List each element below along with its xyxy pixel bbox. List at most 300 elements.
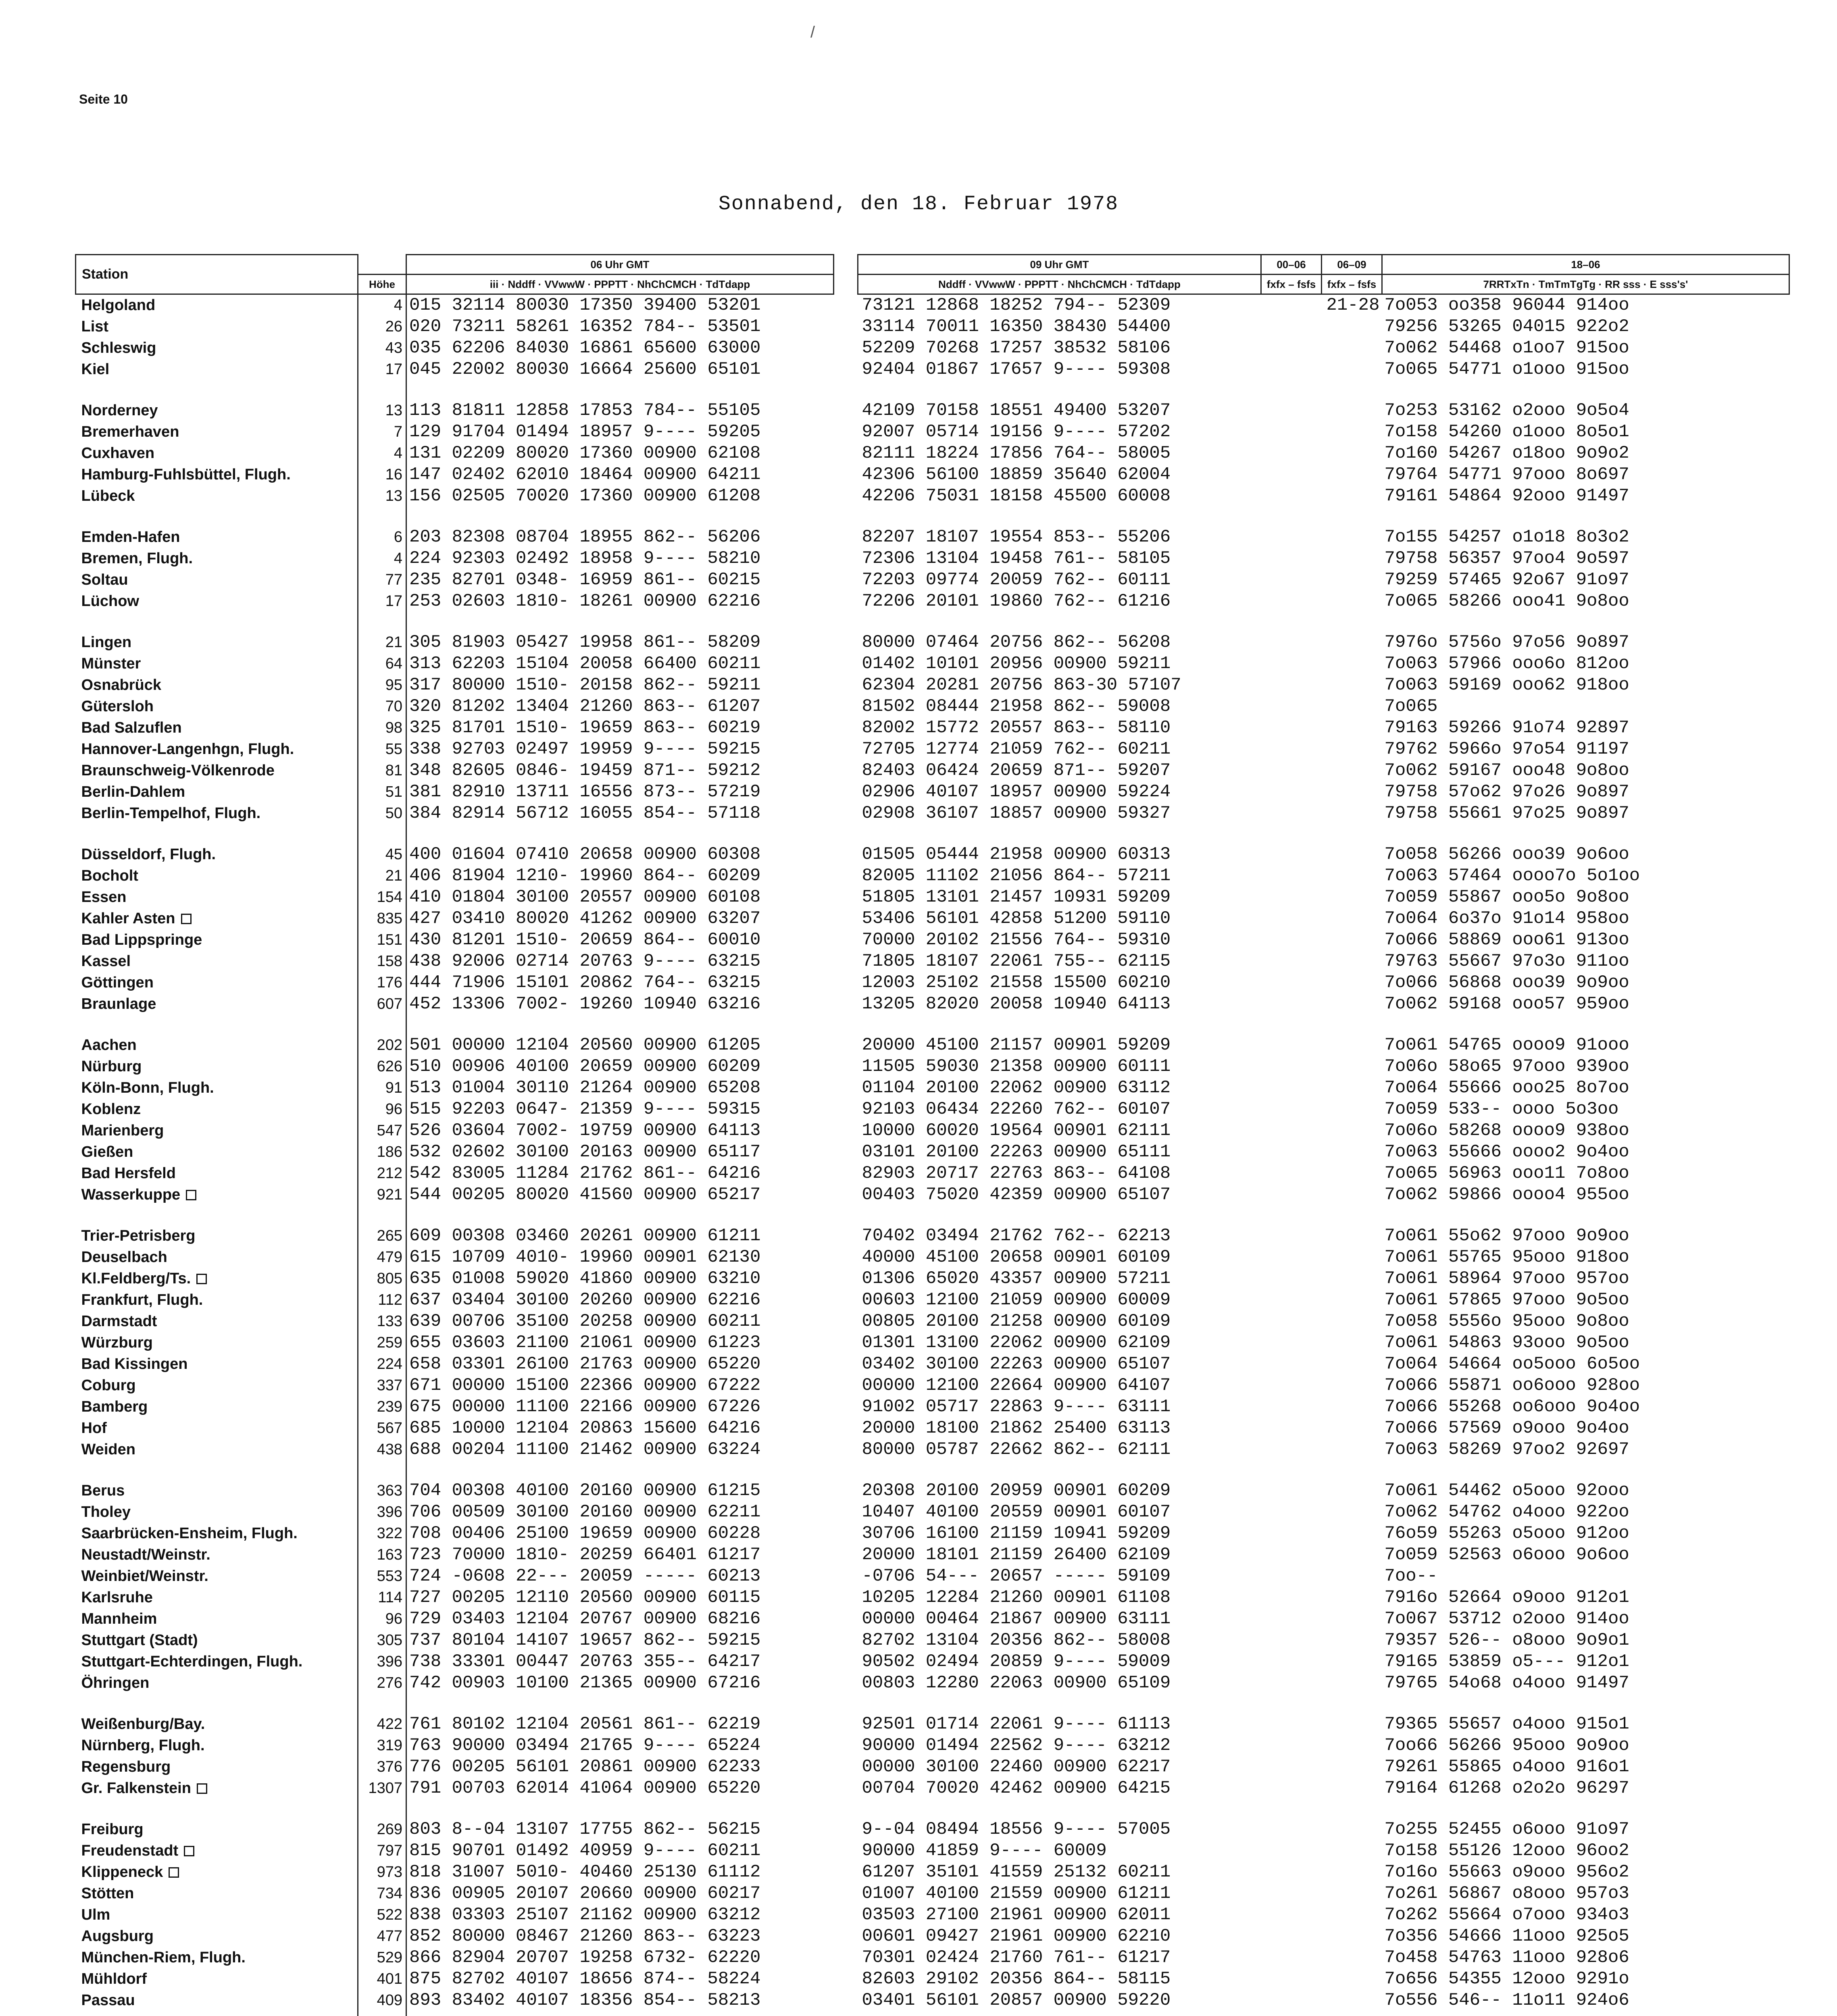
spacer-cell <box>834 972 858 993</box>
obs-09-cell: 52209 70268 17257 38532 58106 <box>862 338 1171 358</box>
hoehe-cell: 547 <box>358 1120 406 1141</box>
summary-1806-cell: 7o061 57865 97ooo 9o5oo <box>1384 1290 1629 1310</box>
station-cell <box>76 1672 358 1694</box>
station-cell <box>76 591 358 612</box>
obs-09-cell: 02908 36107 18857 00900 59327 <box>862 803 1171 823</box>
hoehe-cell: 163 <box>358 1544 406 1566</box>
table-row <box>76 1819 1789 1840</box>
station-name: Emden-Hafen <box>81 529 180 546</box>
station-name: Trier-Petrisberg <box>81 1227 196 1244</box>
station-name: Hamburg-Fuhlsbüttel, Flugh. <box>81 466 291 483</box>
obs-09-cell: 82702 13104 20356 862-- 58008 <box>862 1630 1171 1650</box>
table-row <box>76 1141 1789 1163</box>
hoehe-cell: 158 <box>358 951 406 972</box>
group-gap <box>76 2011 1789 2016</box>
hoehe-cell: 529 <box>358 1947 406 1968</box>
table-row <box>76 1311 1789 1332</box>
summary-1806-cell: 79163 59266 91o74 92897 <box>1384 718 1629 738</box>
obs-09-cell: 42109 70158 18551 49400 53207 <box>862 400 1171 421</box>
station-name: Tholey <box>81 1504 131 1520</box>
obs-06-cell: 325 81701 1510- 19659 863-- 60219 <box>406 717 834 739</box>
table-row <box>76 294 1789 317</box>
spacer-cell <box>834 1947 858 1968</box>
gust-0006-cell <box>1261 1311 1322 1332</box>
station-name: Essen <box>81 889 127 906</box>
gust-0609-cell <box>1322 972 1382 993</box>
station-cell <box>76 1968 358 1990</box>
summary-1806-cell: 79256 53265 04015 922o2 <box>1384 317 1629 337</box>
station-cell <box>76 1566 358 1587</box>
hoehe-cell: 224 <box>358 1354 406 1375</box>
obs-09-cell: 42306 56100 18859 35640 62004 <box>862 464 1171 485</box>
gust-0006-cell <box>1261 316 1322 337</box>
table-row <box>76 929 1789 951</box>
summary-1806-cell: 79165 53859 o5--- 912o1 <box>1384 1652 1629 1672</box>
gust-0006-cell <box>1261 717 1322 739</box>
hoehe-cell: 734 <box>358 1883 406 1904</box>
summary-1806-cell: 7o062 54468 o1oo7 915oo <box>1384 338 1629 358</box>
col-rr: RR sss <box>1605 278 1641 290</box>
spacer-cell <box>834 1819 858 1840</box>
station-cell <box>76 421 358 443</box>
gust-0609-cell <box>1322 1247 1382 1268</box>
station-name: Mannheim <box>81 1610 157 1627</box>
gust-0609-cell <box>1322 1396 1382 1418</box>
station-cell <box>76 1354 358 1375</box>
cols-1806-header: 7RRTxTn · TmTmTgTg · RR sss · E sss's' <box>1382 275 1789 294</box>
station-cell <box>76 1778 358 1799</box>
station-name: Klippeneck <box>81 1864 163 1881</box>
hoehe-cell: 305 <box>358 1630 406 1651</box>
obs-09-cell: 00803 12280 22063 00900 65109 <box>862 1673 1171 1693</box>
gust-0609-cell <box>1322 1332 1382 1354</box>
station-name: Passau <box>81 1992 135 2009</box>
gust-0006-cell <box>1261 929 1322 951</box>
table-row <box>76 951 1789 972</box>
spacer-cell <box>834 908 858 929</box>
hoehe-cell: 319 <box>358 1735 406 1756</box>
hoehe-cell: 17 <box>358 591 406 612</box>
gust-0006-cell <box>1261 400 1322 421</box>
station-cell <box>76 1587 358 1608</box>
hoehe-cell: 438 <box>358 1439 406 1460</box>
spacer-cell <box>834 653 858 675</box>
gust-0006-cell <box>1261 675 1322 696</box>
gust-0609-cell <box>1322 1968 1382 1990</box>
gust-0006-cell <box>1261 591 1322 612</box>
gust-0609-cell <box>1322 1354 1382 1375</box>
spacer-cell <box>834 760 858 781</box>
summary-1806-cell: 76o59 55263 o5ooo 912oo <box>1384 1523 1629 1543</box>
obs-09-cell: 01104 20100 22062 00900 63112 <box>862 1078 1171 1098</box>
table-row <box>76 717 1789 739</box>
gust-0006-cell <box>1261 1247 1322 1268</box>
station-name: Stötten <box>81 1885 134 1902</box>
summary-1806-cell: 7o062 54762 o4ooo 922oo <box>1384 1502 1629 1522</box>
summary-1806-cell: 7oo66 56266 95ooo 9o9oo <box>1384 1735 1629 1756</box>
gust-0006-cell <box>1261 887 1322 908</box>
gust-0006-cell <box>1261 1268 1322 1289</box>
summary-1806-cell: 7o356 54666 11ooo 925o5 <box>1384 1926 1629 1946</box>
gust-0006-cell <box>1261 1354 1322 1375</box>
hoehe-cell: 479 <box>358 1247 406 1268</box>
table-row <box>76 760 1789 781</box>
station-name: Bremen, Flugh. <box>81 550 193 567</box>
table-row <box>76 1502 1789 1523</box>
obs-09-cell: 73121 12868 18252 794-- 52309 <box>862 295 1171 315</box>
table-row <box>76 1566 1789 1587</box>
summary-1806-cell: 7o066 55871 oo6ooo 928oo <box>1384 1375 1640 1395</box>
gust-0609-cell <box>1322 1311 1382 1332</box>
spacer-cell <box>834 951 858 972</box>
spacer-cell <box>834 464 858 485</box>
obs-09-cell: 81502 08444 21958 862-- 59008 <box>862 696 1171 716</box>
col06-vvwww: VVwwW <box>544 278 585 290</box>
gust-0006-cell <box>1261 865 1322 887</box>
hoehe-cell: 239 <box>358 1396 406 1418</box>
table-row <box>76 887 1789 908</box>
summary-1806-cell: 7o062 59167 ooo48 9o8oo <box>1384 760 1629 781</box>
square-icon <box>184 1846 194 1856</box>
obs-06-cell: 427 03410 80020 41262 00900 63207 <box>406 908 834 929</box>
obs-09-cell: 82111 18224 17856 764-- 58005 <box>862 443 1171 463</box>
obs-06-cell: 685 10000 12104 20863 15600 64216 <box>406 1418 834 1439</box>
spacer-cell <box>834 1904 858 1926</box>
gust-0006-header: fxfx – fsfs <box>1261 275 1322 294</box>
summary-1806-cell: 7o059 52563 o6ooo 9o6oo <box>1384 1545 1629 1565</box>
summary-1806-cell: 7o064 6o37o 91o14 958oo <box>1384 908 1629 929</box>
table-row <box>76 1714 1789 1735</box>
station-cell <box>76 1544 358 1566</box>
table-row <box>76 1990 1789 2011</box>
station-name: List <box>81 318 109 335</box>
gust-0006-cell <box>1261 1904 1322 1926</box>
table-row <box>76 1735 1789 1756</box>
obs-06-cell: 838 03303 25107 21162 00900 63212 <box>406 1904 834 1926</box>
summary-1806-cell: 7o062 59866 oooo4 955oo <box>1384 1185 1629 1205</box>
table-row <box>76 1778 1789 1799</box>
station-name: Hannover-Langenhgn, Flugh. <box>81 741 294 758</box>
spacer-cell <box>834 443 858 464</box>
col09-vvwww: VVwwW <box>975 278 1015 290</box>
hoehe-cell: 322 <box>358 1523 406 1544</box>
station-cell <box>76 739 358 760</box>
station-cell <box>76 1247 358 1268</box>
table-row <box>76 569 1789 591</box>
obs-09-cell: 82207 18107 19554 853-- 55206 <box>862 527 1171 547</box>
summary-1806-cell: 7o059 55867 ooo5o 9o8oo <box>1384 887 1629 907</box>
summary-1806-cell: 7oo-- <box>1384 1566 1438 1586</box>
col-esss: E sss's' <box>1650 278 1688 290</box>
obs-09-cell: 62304 20281 20756 863-30 57107 <box>862 675 1181 695</box>
obs-06-cell: 501 00000 12104 20560 00900 61205 <box>406 1035 834 1056</box>
gust-0006-cell <box>1261 1544 1322 1566</box>
station-cell <box>76 1651 358 1672</box>
spacer-cell <box>834 1566 858 1587</box>
gust-0609-cell: 21-28 <box>1326 295 1380 315</box>
gust-0006-cell <box>1261 1672 1322 1694</box>
station-cell <box>76 632 358 653</box>
spacer-cell <box>834 1840 858 1862</box>
col09-clouds: NhChCMCH <box>1067 278 1127 290</box>
gust-0006-cell <box>1261 1587 1322 1608</box>
station-name: Cuxhaven <box>81 445 155 462</box>
spacer-cell <box>834 1247 858 1268</box>
obs-06-cell: 866 82904 20707 19258 6732- 62220 <box>406 1947 834 1968</box>
table-row <box>76 696 1789 717</box>
gust-0609-cell <box>1322 1502 1382 1523</box>
station-cell <box>76 1502 358 1523</box>
obs-09-cell: 03503 27100 21961 00900 62011 <box>862 1905 1171 1925</box>
station-cell <box>76 1141 358 1163</box>
summary-1806-cell: 79762 5966o 97o54 91197 <box>1384 739 1629 759</box>
obs-09-cell: 82002 15772 20557 863-- 58110 <box>862 718 1171 738</box>
gust-0609-cell <box>1322 1630 1382 1651</box>
summary-1806-cell: 7o063 55666 oooo2 9o4oo <box>1384 1142 1629 1162</box>
station-cell <box>76 1756 358 1778</box>
spacer-cell <box>834 739 858 760</box>
station-cell <box>76 1819 358 1840</box>
hoehe-cell: 55 <box>358 739 406 760</box>
group-gap <box>76 612 1789 632</box>
station-name: Saarbrücken-Ensheim, Flugh. <box>81 1525 298 1542</box>
station-name: Koblenz <box>81 1101 141 1118</box>
station-cell <box>76 443 358 464</box>
station-name: Kassel <box>81 953 131 970</box>
gust-0006-cell <box>1261 908 1322 929</box>
spacer-cell <box>834 1587 858 1608</box>
spacer-cell <box>834 1077 858 1099</box>
station-cell <box>76 696 358 717</box>
table-row <box>76 1630 1789 1651</box>
obs-06-cell: 815 90701 01492 40959 9---- 60211 <box>406 1840 834 1862</box>
hoehe-cell: 64 <box>358 653 406 675</box>
obs-09-cell: 00000 00464 21867 00900 63111 <box>862 1609 1171 1629</box>
gust-0006-cell <box>1261 1523 1322 1544</box>
summary-1806-cell: 79758 57o62 97o26 9o897 <box>1384 782 1629 802</box>
station-name: Ulm <box>81 1906 110 1923</box>
obs-09-cell: 00000 30100 22460 00900 62217 <box>862 1757 1171 1777</box>
obs-06-cell: 253 02603 1810- 18261 00900 62216 <box>406 591 834 612</box>
gust-0609-cell <box>1322 1756 1382 1778</box>
gust-0006-cell <box>1261 1778 1322 1799</box>
obs-06-cell: 510 00906 40100 20659 00900 60209 <box>406 1056 834 1077</box>
gust-0609-cell <box>1322 569 1382 591</box>
station-name: Bad Hersfeld <box>81 1165 176 1182</box>
station-cell <box>76 1523 358 1544</box>
obs-09-cell: 03401 56101 20857 00900 59220 <box>862 1990 1171 2010</box>
gust-0609-cell <box>1322 1056 1382 1077</box>
gust-0006-cell <box>1261 1035 1322 1056</box>
hoehe-cell: 21 <box>358 632 406 653</box>
spacer-cell <box>834 1735 858 1756</box>
summary-1806-cell: 7o064 54664 oo5ooo 6o5oo <box>1384 1354 1640 1374</box>
spacer-cell <box>834 993 858 1015</box>
station-cell <box>76 1077 358 1099</box>
station-name: Freudenstadt <box>81 1842 179 1859</box>
spacer-cell <box>834 1396 858 1418</box>
station-name: Braunschweig-Völkenrode <box>81 762 275 779</box>
gust-0006-cell <box>1261 1735 1322 1756</box>
obs-06-cell: 313 62203 15104 20058 66400 60211 <box>406 653 834 675</box>
gust-0609-cell <box>1322 1480 1382 1502</box>
station-cell <box>76 1608 358 1630</box>
summary-1806-cell: 7o261 56867 o8ooo 957o3 <box>1384 1883 1629 1904</box>
table-row <box>76 1904 1789 1926</box>
summary-1806-cell: 7o061 54863 93ooo 9o5oo <box>1384 1333 1629 1353</box>
gust-0609-cell <box>1322 1904 1382 1926</box>
spacer-cell <box>834 865 858 887</box>
table-row <box>76 1968 1789 1990</box>
obs-09-cell: 90502 02494 20859 9---- 59009 <box>862 1652 1171 1672</box>
station-name: Augsburg <box>81 1928 154 1945</box>
gust-0609-cell <box>1322 485 1382 507</box>
station-cell <box>76 337 358 359</box>
station-name: Stuttgart-Echterdingen, Flugh. <box>81 1653 303 1670</box>
group-gap <box>76 1694 1789 1714</box>
table-row <box>76 1332 1789 1354</box>
gust-0609-header: fxfx – fsfs <box>1322 275 1382 294</box>
station-name: München-Riem, Flugh. <box>81 1949 246 1966</box>
station-cell <box>76 485 358 507</box>
gust-0006-cell <box>1261 760 1322 781</box>
square-icon <box>196 1274 207 1284</box>
station-name: Nürnberg, Flugh. <box>81 1737 205 1754</box>
table-row <box>76 1523 1789 1544</box>
hoehe-cell: 91 <box>358 1077 406 1099</box>
table-row <box>76 1099 1789 1120</box>
obs-09-cell: 90000 01494 22562 9---- 63212 <box>862 1735 1171 1756</box>
table-row <box>76 632 1789 653</box>
station-name: Deuselbach <box>81 1249 167 1266</box>
table-row <box>76 739 1789 760</box>
hoehe-cell: 13 <box>358 400 406 421</box>
station-name: Nürburg <box>81 1058 142 1075</box>
spacer-cell <box>834 1141 858 1163</box>
obs-09-cell: 10407 40100 20559 00901 60107 <box>862 1502 1171 1522</box>
station-name: Köln-Bonn, Flugh. <box>81 1079 214 1096</box>
hoehe-header: Höhe <box>358 275 406 294</box>
obs-06-cell: 852 80000 08467 21260 863-- 63223 <box>406 1926 834 1947</box>
gust-0609-cell <box>1322 1184 1382 1206</box>
spacer-cell <box>834 1756 858 1778</box>
spacer-cell <box>834 844 858 865</box>
station-name: Bad Lippspringe <box>81 931 202 948</box>
table-row <box>76 1184 1789 1206</box>
obs-06-cell: 893 83402 40107 18356 854-- 58213 <box>406 1990 834 2011</box>
station-cell <box>76 569 358 591</box>
hoehe-cell: 77 <box>358 569 406 591</box>
gust-0609-cell <box>1322 951 1382 972</box>
summary-1806-cell: 79164 61268 o2o2o 96297 <box>1384 1778 1629 1798</box>
obs-09-cell: 00805 20100 21258 00900 60109 <box>862 1311 1171 1331</box>
obs-09-cell: 02906 40107 18957 00900 59224 <box>862 782 1171 802</box>
obs-06-cell: 515 92203 0647- 21359 9---- 59315 <box>406 1099 834 1120</box>
obs-09-cell: 12003 25102 21558 15500 60210 <box>862 973 1171 993</box>
cols-06-header: iii · Nddff · VVwwW · PPPTT · NhChCMCH · TdTdapp <box>406 275 834 294</box>
hoehe-cell: 151 <box>358 929 406 951</box>
spacer-cell <box>834 1225 858 1247</box>
station-name: Lüchow <box>81 593 140 610</box>
gust-0006-cell <box>1261 294 1322 317</box>
hoehe-cell: 396 <box>358 1502 406 1523</box>
hoehe-cell: 422 <box>358 1714 406 1735</box>
gust-0609-cell <box>1322 675 1382 696</box>
spacer-cell <box>834 359 858 380</box>
obs-09-cell: 82903 20717 22763 863-- 64108 <box>862 1163 1171 1183</box>
summary-1806-cell: 79765 54o68 o4ooo 91497 <box>1384 1673 1629 1693</box>
gust-0609-cell <box>1322 653 1382 675</box>
station-name: Aachen <box>81 1037 137 1054</box>
station-name: Berus <box>81 1482 125 1499</box>
hoehe-cell: 973 <box>358 1862 406 1883</box>
obs-09-cell: 90000 41859 9---- 60009 <box>862 1841 1107 1861</box>
gust-0609-cell <box>1322 632 1382 653</box>
table-row <box>76 908 1789 929</box>
station-cell <box>76 359 358 380</box>
station-cell <box>76 527 358 548</box>
gust-0609-cell <box>1322 1735 1382 1756</box>
table-row <box>76 781 1789 803</box>
obs-06-cell: 737 80104 14107 19657 862-- 59215 <box>406 1630 834 1651</box>
station-name: Kl.Feldberg/Ts. <box>81 1270 191 1287</box>
table-row <box>76 1120 1789 1141</box>
summary-1806-cell: 7o053 oo358 96044 914oo <box>1384 295 1629 315</box>
spacer-cell <box>834 1883 858 1904</box>
spacer-cell <box>834 632 858 653</box>
spacer-cell <box>834 1418 858 1439</box>
hoehe-cell: 17 <box>358 359 406 380</box>
gust-0006-cell <box>1261 1840 1322 1862</box>
obs-09-cell: 71805 18107 22061 755-- 62115 <box>862 951 1171 971</box>
station-cell <box>76 1311 358 1332</box>
obs-06-cell: 235 82701 0348- 16959 861-- 60215 <box>406 569 834 591</box>
obs-09-cell: 70402 03494 21762 762-- 62213 <box>862 1226 1171 1246</box>
obs-06-cell: 156 02505 70020 17360 00900 61208 <box>406 485 834 507</box>
summary-1806-cell: 79763 55667 97o3o 911oo <box>1384 951 1629 971</box>
gust-0006-cell <box>1261 1163 1322 1184</box>
gust-0006-cell <box>1261 951 1322 972</box>
table-row <box>76 1947 1789 1968</box>
station-name: Marienberg <box>81 1122 164 1139</box>
spacer-cell <box>834 1778 858 1799</box>
station-name: Göttingen <box>81 974 154 991</box>
station-cell <box>76 993 358 1015</box>
spacer-cell <box>834 1354 858 1375</box>
group-0609-header: 06–09 <box>1322 255 1382 275</box>
table-row <box>76 1439 1789 1460</box>
station-cell <box>76 1375 358 1396</box>
cols-09-header: Nddff · VVwwW · PPPTT · NhChCMCH · TdTdapp <box>858 275 1261 294</box>
table-row <box>76 1480 1789 1502</box>
hoehe-cell: 396 <box>358 1651 406 1672</box>
obs-09-cell: 70000 20102 21556 764-- 59310 <box>862 930 1171 950</box>
summary-1806-cell: 7o160 54267 o18oo 9o9o2 <box>1384 443 1629 463</box>
iii-header: iii <box>489 278 499 290</box>
station-name: Norderney <box>81 402 158 419</box>
obs-09-cell: 20000 18100 21862 25400 63113 <box>862 1418 1171 1438</box>
station-cell <box>76 1184 358 1206</box>
table-row <box>76 1587 1789 1608</box>
obs-09-cell: 10205 12284 21260 00901 61108 <box>862 1587 1171 1608</box>
gust-0006-cell <box>1261 1926 1322 1947</box>
hoehe-cell: 96 <box>358 1099 406 1120</box>
obs-09-cell: 01007 40100 21559 00900 61211 <box>862 1883 1171 1904</box>
summary-1806-cell: 7o059 533-- oooo 5o3oo <box>1384 1099 1619 1119</box>
col09-ppptt: PPPTT <box>1024 278 1058 290</box>
spacer-cell <box>834 1099 858 1120</box>
obs-06-cell: 742 00903 10100 21365 00900 67216 <box>406 1672 834 1694</box>
